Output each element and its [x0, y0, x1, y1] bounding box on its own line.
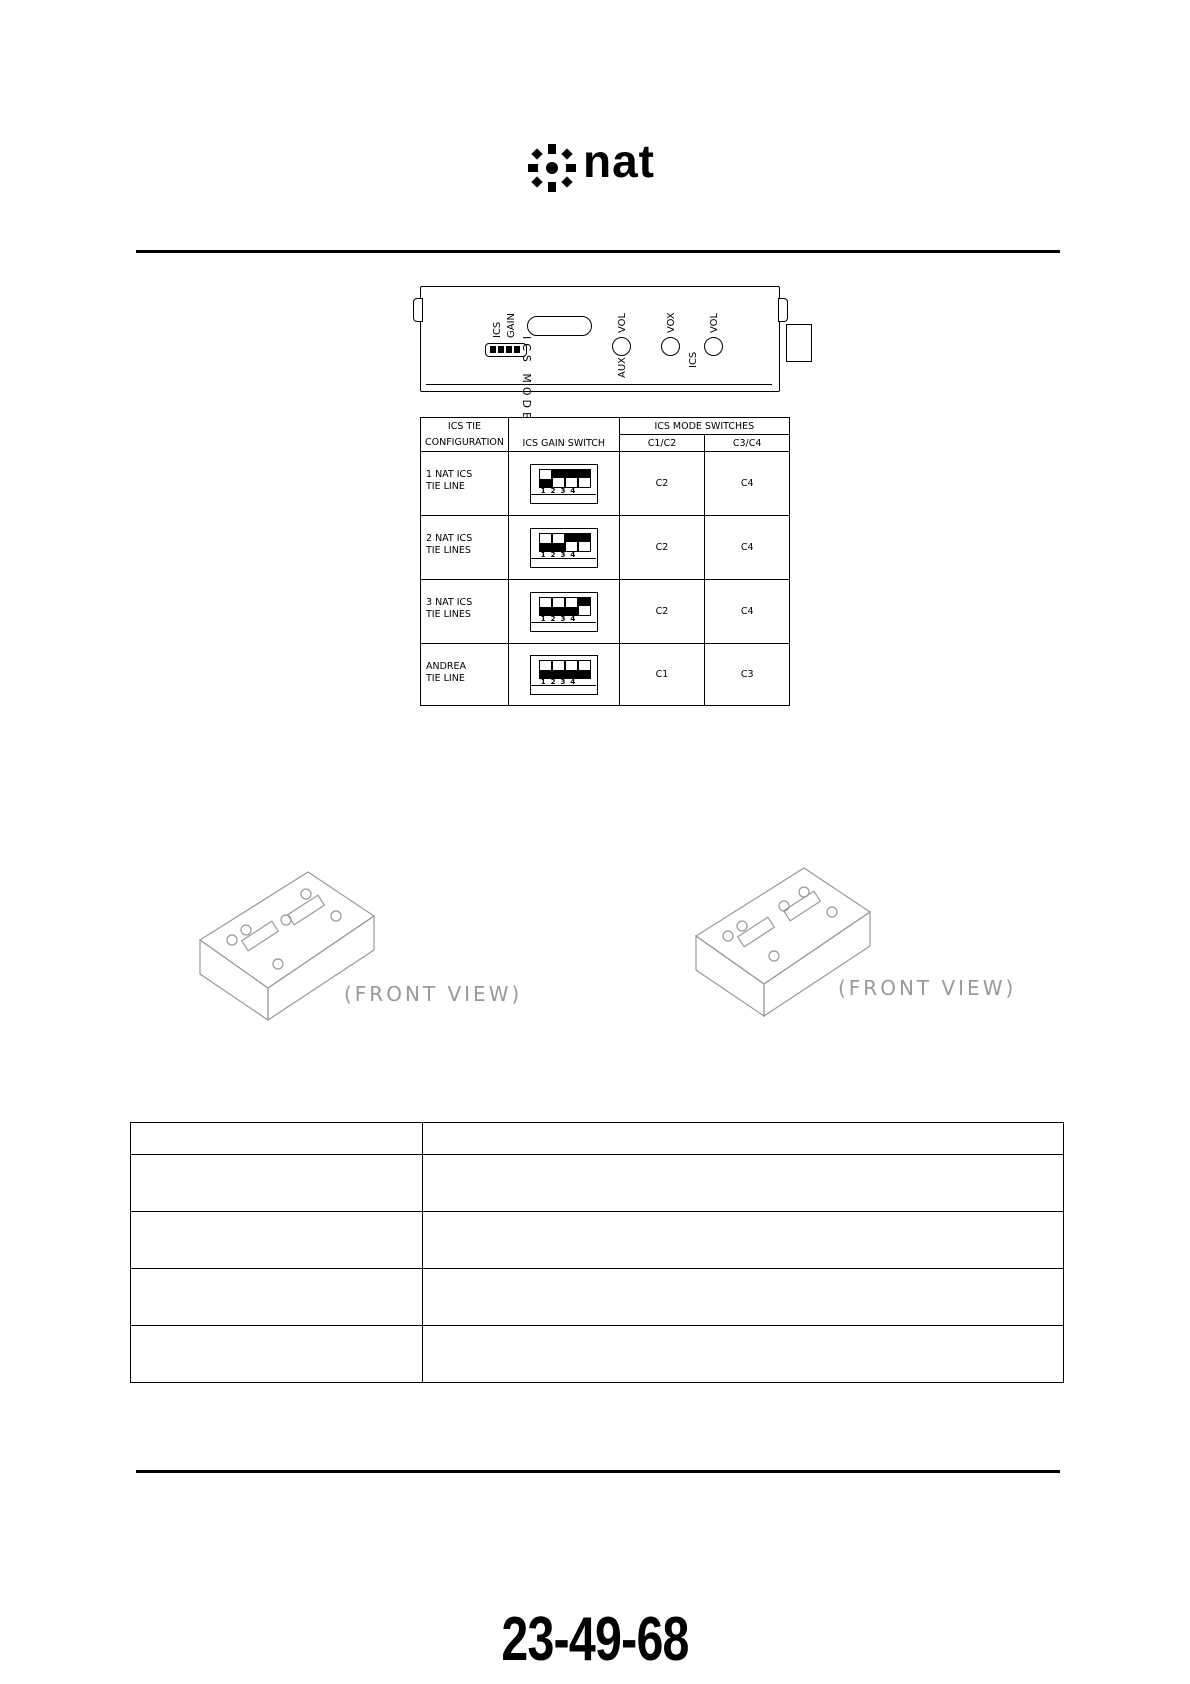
mode-c12-cell: C1: [619, 644, 705, 706]
panel-mode-slot: [527, 316, 592, 336]
config-label-line2: TIE LINE: [426, 481, 465, 492]
panel-connector: [786, 324, 812, 362]
blank-table-row: [131, 1269, 1064, 1326]
gain-switch-cell: [508, 644, 619, 706]
panel-gain-label-1: ICS: [492, 321, 503, 338]
gain-switch-cell: [508, 452, 619, 516]
config-label-line1: 2 NAT ICS: [426, 533, 473, 544]
gain-switch-cell: [508, 516, 619, 580]
config-label-line1: ANDREA: [426, 661, 467, 672]
dip-toggle: [539, 597, 552, 616]
dip-toggle: [578, 660, 591, 679]
config-label-line2: TIE LINE: [426, 673, 465, 684]
panel-gain-label-2: GAIN: [506, 312, 517, 338]
ics-config-table: [420, 417, 790, 706]
dip-toggle: [565, 597, 578, 616]
config-label: [421, 516, 509, 580]
config-label-line2: TIE LINES: [426, 609, 471, 620]
gain-dip-switch-icon: [530, 528, 598, 568]
blank-table-row: [131, 1326, 1064, 1383]
gain-dip-switch-icon: [530, 464, 598, 504]
gain-switch-cell: [508, 580, 619, 644]
panel-vox-label: VOX: [666, 312, 677, 333]
panel-mode-label: ICS MODE: [520, 336, 533, 423]
header-c34: C3/C4: [705, 435, 790, 452]
dip-numbers: 1234: [540, 614, 581, 623]
front-view-label-left: (FRONT VIEW): [344, 982, 523, 1006]
ics-vol-knob: [704, 337, 723, 356]
panel-ics-vol-label: VOL: [709, 312, 720, 333]
config-label: [421, 644, 509, 706]
config-label-line1: 1 NAT ICS: [426, 469, 473, 480]
mode-c34-cell: C4: [705, 580, 790, 644]
dip-toggle: [578, 469, 591, 488]
dip-toggle: [565, 469, 578, 488]
config-label-line1: 3 NAT ICS: [426, 597, 473, 608]
dip-toggle: [552, 469, 565, 488]
panel-inner-line: [426, 384, 772, 385]
dip-toggle: [565, 660, 578, 679]
blank-table-row: [131, 1123, 1064, 1155]
mode-c34-cell: C3: [705, 644, 790, 706]
dip-toggle: [539, 660, 552, 679]
dip-numbers: 1234: [540, 550, 581, 559]
config-row: [421, 516, 790, 580]
panel-left-tab: [413, 298, 423, 322]
mode-c34-cell: C4: [705, 452, 790, 516]
dip-toggle: [539, 533, 552, 552]
dip-toggle: [578, 597, 591, 616]
panel-outline: [420, 286, 780, 392]
blank-table-row: [131, 1155, 1064, 1212]
config-row: [421, 644, 790, 706]
config-label: [421, 452, 509, 516]
dip-numbers: 1234: [540, 486, 581, 495]
blank-table-row: [131, 1212, 1064, 1269]
mode-c12-cell: C2: [619, 516, 705, 580]
front-view-label-right: (FRONT VIEW): [838, 976, 1017, 1000]
header-gain: ICS GAIN SWITCH: [508, 418, 619, 452]
aux-vol-knob: [612, 337, 631, 356]
dip-toggle: [552, 660, 565, 679]
nat-star-logo-icon: [526, 142, 578, 194]
config-label: [421, 580, 509, 644]
bottom-divider: [136, 1470, 1060, 1473]
dip-toggle: [578, 533, 591, 552]
vox-knob: [661, 337, 680, 356]
mode-c12-cell: C2: [619, 580, 705, 644]
panel-aux-label: AUX: [617, 356, 628, 378]
panel-right-tab: [778, 298, 788, 322]
header-c12: C1/C2: [619, 435, 705, 452]
config-row: [421, 452, 790, 516]
config-label-line2: TIE LINES: [426, 545, 471, 556]
header-config: ICS TIE CONFIGURATION: [421, 418, 509, 452]
config-row: [421, 580, 790, 644]
top-divider: [136, 250, 1060, 253]
logo-text: nat: [583, 135, 655, 187]
dip-toggle: [552, 533, 565, 552]
dip-toggle: [565, 533, 578, 552]
document-number: 23-49-68: [501, 1605, 689, 1674]
blank-table: [130, 1122, 1064, 1383]
header-mode: ICS MODE SWITCHES: [619, 418, 789, 435]
panel-ics-label: ICS: [688, 351, 699, 368]
dip-toggle: [552, 597, 565, 616]
dip-numbers: 1234: [540, 677, 581, 686]
mode-c34-cell: C4: [705, 516, 790, 580]
panel-aux-vol-label: VOL: [617, 312, 628, 333]
gain-dip-switch-icon: [530, 592, 598, 632]
gain-dip-switch-icon: [530, 655, 598, 695]
dip-toggle: [539, 469, 552, 488]
mode-c12-cell: C2: [619, 452, 705, 516]
